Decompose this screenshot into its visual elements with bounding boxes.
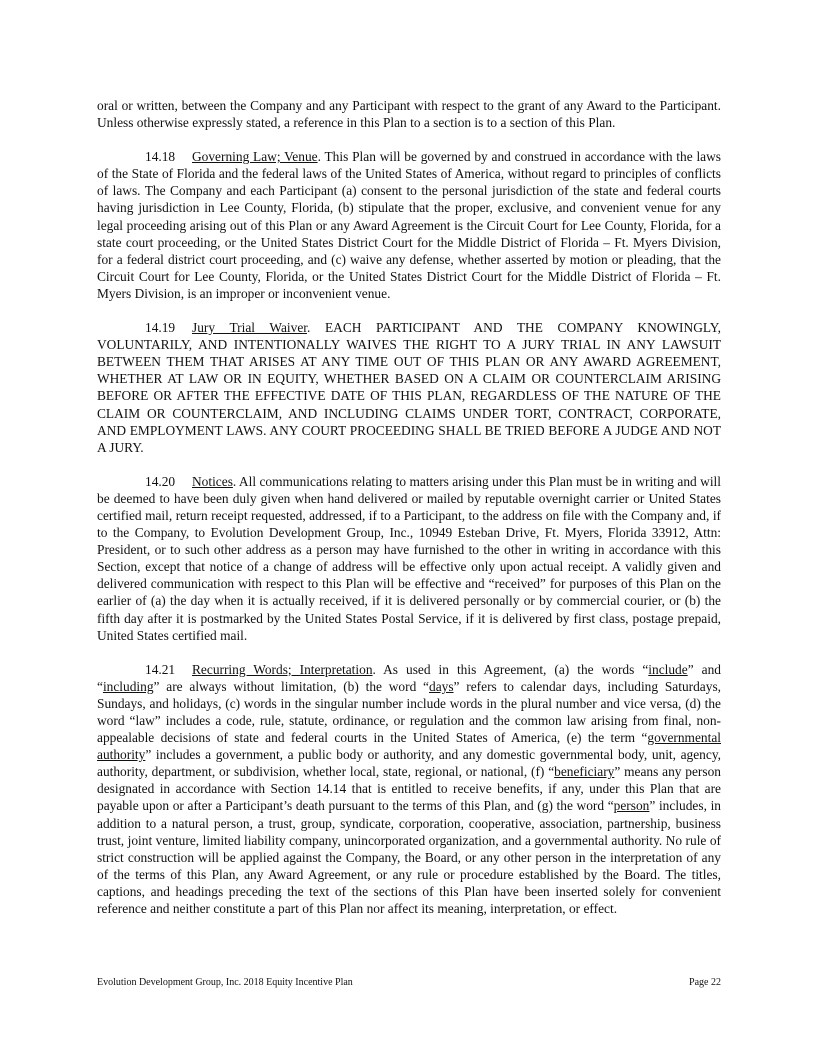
footer-page-number: Page 22 <box>689 977 721 988</box>
text-run: . As used in this Agreement, (a) the words “ <box>372 661 649 677</box>
section-text <box>97 662 721 916</box>
section-14-20 <box>97 473 721 644</box>
section-title-punct: . <box>232 473 239 489</box>
section-title: Governing Law; Venue <box>192 149 318 165</box>
section-number: 14.19 <box>145 320 176 336</box>
intro-paragraph <box>97 97 721 131</box>
text-run: ” and “ <box>97 661 721 694</box>
section-14-19 <box>97 319 721 456</box>
text-run: ” means any person designated in accordance with Section 14.14 that is entitled to receive benefits, if any, under this Plan that are payable upon or after a Participant’s death pursuant to the terms of this Plan, and (g) the word “ <box>97 764 721 814</box>
section-14-21 <box>97 661 721 917</box>
section-text: EACH PARTICIPANT AND THE COMPANY KNOWINGLY, VOLUNTARILY, AND INTENTIONALLY WAIVES THE RIGHT TO A JURY TRIAL IN ANY LAWSUIT BETWEEN THEM THAT ARISES AT ANY TIME OUT OF THIS PLAN OR ANY AWARD AGREEMENT, WHETHER AT LAW OR IN EQUITY, WHETHER BASED ON A CLAIM OR COUNTERCLAIM ARISING BEFORE OR AFTER THE EFFECTIVE DATE OF THIS PLAN, REGARDLESS OF THE NATURE OF THE CLAIM OR COUNTERCLAIM, AND INCLUDING CLAIMS UNDER TORT, CONTRACT, CORPORATE, AND EMPLOYMENT LAWS. ANY COURT PROCEEDING SHALL BE TRIED BEFORE A JUDGE AND NOT A JURY. <box>97 320 721 455</box>
section-number: 14.20 <box>145 473 176 489</box>
footer-document-title: Evolution Development Group, Inc. 2018 Equity Incentive Plan <box>97 977 353 988</box>
defined-term: include <box>648 661 688 677</box>
section-title: Jury Trial Waiver <box>192 320 307 336</box>
intro-text: oral or written, between the Company and any Participant with respect to the grant of any Award to the Participant. Unless otherwise expressly stated, a reference in this Plan to a section is to a section of this Plan. <box>97 98 721 131</box>
section-title: Recurring Words; Interpretation <box>192 661 373 677</box>
section-title-punct: . <box>306 320 325 336</box>
section-14-18 <box>97 148 721 302</box>
text-run: ” are always without limitation, (b) the word “ <box>153 678 429 694</box>
text-run: ” includes a government, a public body or authority, and any domestic governmental body, unit, agency, authority, department, or subdivision, whether local, state, regional, or national, (f) “ <box>97 747 721 780</box>
section-text: All communications relating to matters arising under this Plan must be in writing and will be deemed to have been duly given when hand delivered or mailed by reputable overnight carrier or United States certified mail, return receipt requested, addressed, if to a Participant, to the address on file with the Company and, if to the Company, to Evolution Development Group, Inc., 10949 Esteban Drive, Ft. Myers, Florida 33912, Attn: President, or to such other address as a person may have furnished to the other in writing in accordance with this Section, except that notice of a change of address will be effective only upon actual receipt. A validly given and delivered communication with respect to this Plan will be effective and “received” for purposes of this Plan on the earlier of (a) the day when it is actually received, if it is delivered personally or by commercial courier, or (b) the fifth day after it is postmarked by the United States Postal Service, if it is delivered by first class, postage prepaid, United States certified mail. <box>97 473 721 643</box>
section-text: This Plan will be governed by and construed in accordance with the laws of the State of Florida and the federal laws of the United States of America, without regard to principles of conflicts of laws. The Company and each Participant (a) consent to the personal jurisdiction of the state and federal courts having jurisdiction in Lee County, Florida, (b) stipulate that the proper, exclusive, and convenient venue for any legal proceeding arising out of this Plan or any Award Agreement is the Circuit Court for Lee County, Florida, for a state court proceeding, or the United States District Court for the Middle District of Florida – Ft. Myers Division, for a federal district court proceeding, and (c) waive any defense, whether asserted by motion or pleading, that the Circuit Court for Lee County, Florida, or the United States District Court for the Middle District of Florida – Ft. Myers Division, is an improper or inconvenient venue. <box>97 149 721 301</box>
defined-term: governmental authority <box>97 730 721 763</box>
defined-term: beneficiary <box>554 764 615 780</box>
page-body <box>97 97 721 934</box>
defined-term: person <box>613 798 650 814</box>
defined-term: including <box>102 678 154 694</box>
text-run: ” refers to calendar days, including Saturdays, Sundays, and holidays, (c) words in the singular number include words in the plural number and vice versa, (d) the word “law” includes a code, rule, statute, ordinance, or regulation and the common law arising from final, non-appealable decisions of state and federal courts in the United States of America, (e) the term “ <box>97 678 722 746</box>
defined-term: days <box>429 678 454 694</box>
section-title: Notices <box>192 473 233 489</box>
section-number: 14.21 <box>145 661 176 677</box>
section-number: 14.18 <box>145 149 176 165</box>
text-run: ” includes, in addition to a natural person, a trust, group, syndicate, corporation, cooperative, association, partnership, business trust, joint venture, limited liability company, unincorporated organization, and a governmental authority. No rule of strict construction will be applied against the Company, the Board, or any other person in the interpretation of any of the terms of this Plan, any Award Agreement, or any rule or procedure established by the Board. The titles, captions, and headings preceding the text of the sections of this Plan have been inserted solely for convenient reference and neither constitute a part of this Plan nor affect its meaning, interpretation, or effect. <box>97 798 721 917</box>
section-title-punct: . <box>317 149 325 165</box>
